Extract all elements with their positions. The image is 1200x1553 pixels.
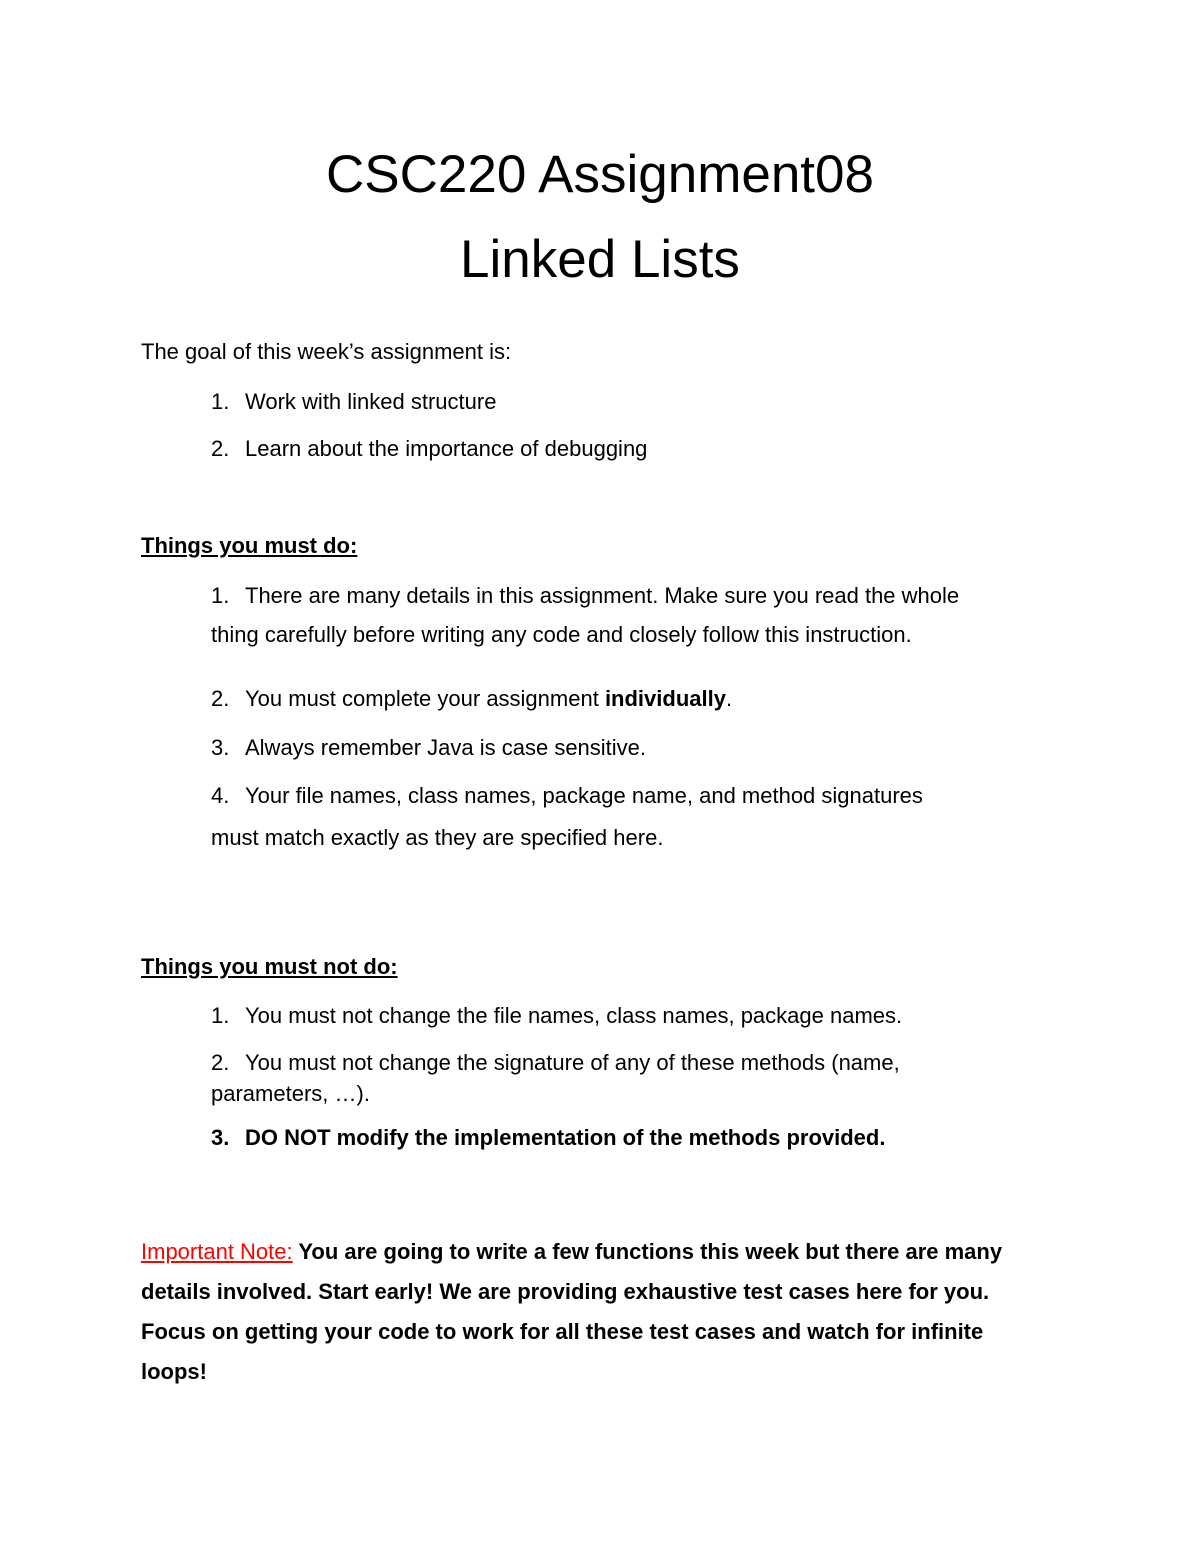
item-text-continued: parameters, …). [211,1081,370,1106]
document-subtitle: Linked Lists [460,230,740,289]
document-title: CSC220 Assignment08 [326,145,874,204]
important-note-label: Important Note: [141,1239,293,1264]
item-text-pre: You must complete your assignment [245,686,605,711]
item-text-continued: thing carefully before writing any code and closely follow this instruction. [211,622,912,647]
goal-number: 2. [211,436,230,461]
must-do-heading: Things you must do: [141,533,358,558]
goal-number: 1. [211,389,230,414]
item-number: 2. [211,686,230,711]
item-number: 3. [211,1125,230,1150]
item-text: You must not change the signature of any of these methods (name, [245,1050,900,1075]
item-number: 1. [211,583,230,608]
item-text-bold: individually [604,686,726,711]
item-text: You must not change the file names, class names, package names. [245,1003,903,1028]
item-text: Your file names, class names, package name, and method signatures [245,783,923,808]
item-number: 1. [211,1003,230,1028]
item-number: 4. [211,783,230,808]
item-text-continued: must match exactly as they are specified here. [211,825,664,850]
intro-text: The goal of this week’s assignment is: [141,339,512,364]
goal-text: Learn about the importance of debugging [245,436,648,461]
item-number: 3. [211,735,230,760]
goal-text: Work with linked structure [245,389,497,414]
must-not-do-heading: Things you must not do: [141,954,398,979]
item-text [245,684,732,714]
item-text: There are many details in this assignment. Make sure you read the whole [245,583,960,608]
item-text-post: . [725,686,733,711]
important-note [141,1232,1041,1392]
item-text: DO NOT modify the implementation of the methods provided. [245,1125,886,1150]
item-number: 2. [211,1050,230,1075]
item-text: Always remember Java is case sensitive. [245,735,647,760]
important-note-text: You are going to write a few functions this week but there are many details involved. Start early! We are providing exhaustive test cases here for you. Focus on getting your code to work for all these test cases and watch for infinite loops! [141,1239,1003,1384]
